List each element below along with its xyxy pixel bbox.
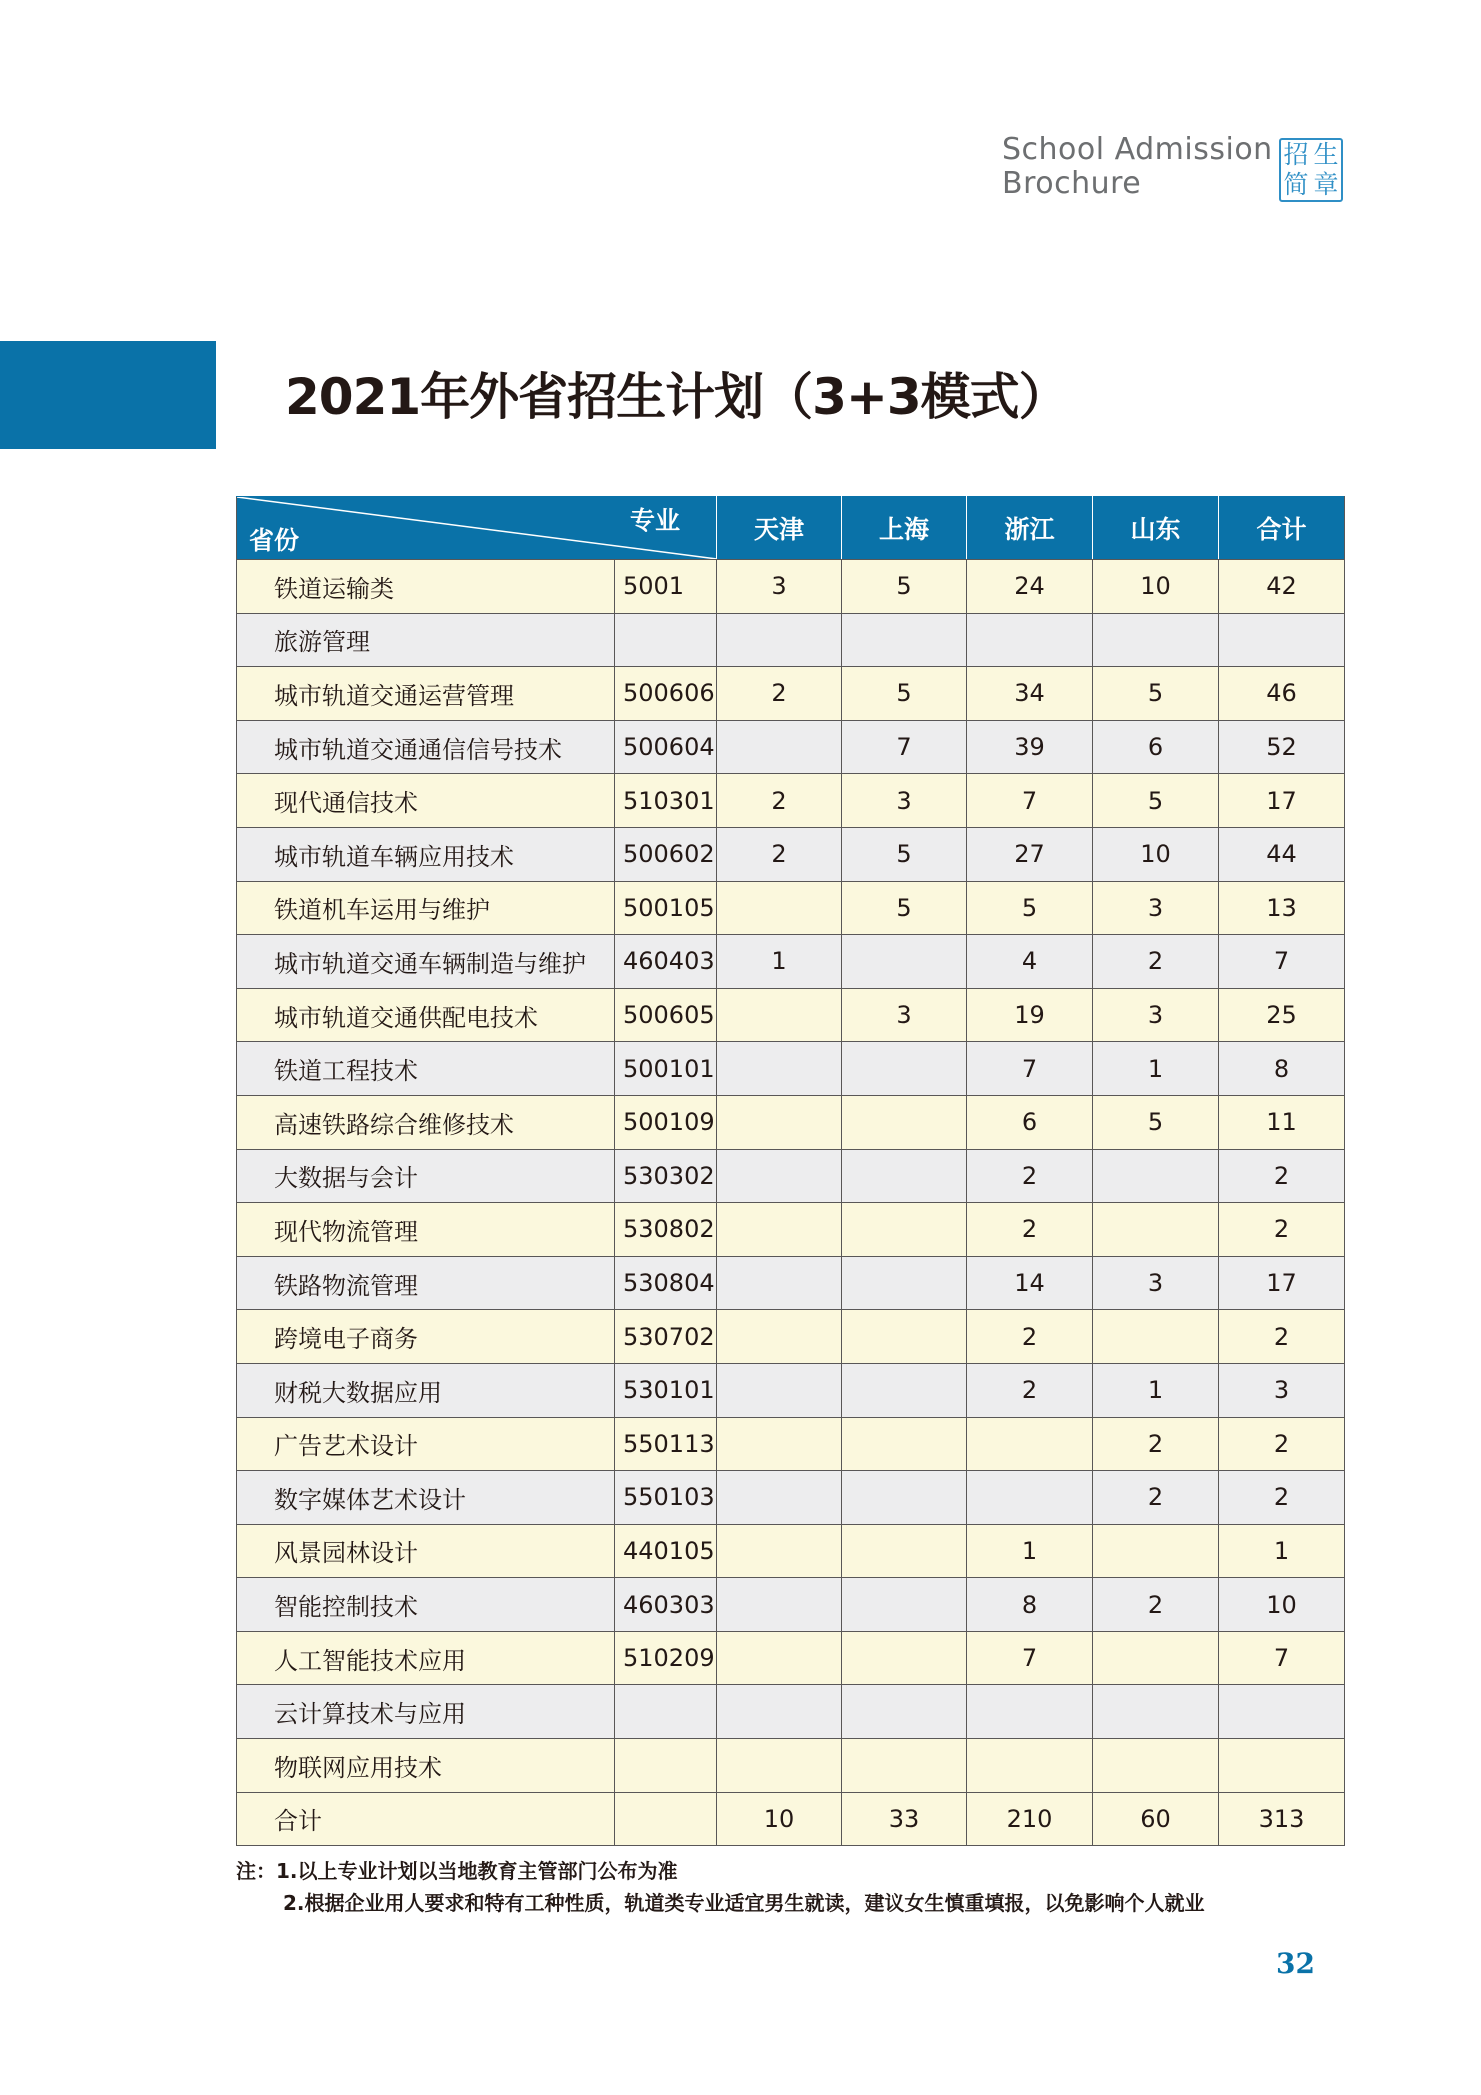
note-line-2: 2.根据企业用人要求和特有工种性质，轨道类专业适宜男生就读，建议女生慎重填报，以免影响个人就业 (283, 1891, 1205, 1915)
cell-shandong (1093, 1631, 1219, 1685)
cell-zhejiang: 8 (967, 1578, 1093, 1632)
cell-zhejiang: 6 (967, 1095, 1093, 1149)
cell-code (615, 1685, 717, 1739)
cell-code (615, 613, 717, 667)
cell-shanghai (842, 613, 967, 667)
cell-total: 52 (1219, 720, 1345, 774)
cell-name: 智能控制技术 (237, 1578, 615, 1632)
cell-tianjin (717, 1363, 842, 1417)
cell-name: 现代通信技术 (237, 774, 615, 828)
cell-tianjin: 10 (717, 1792, 842, 1846)
header-total: 合计 (1219, 497, 1345, 560)
cell-name: 高速铁路综合维修技术 (237, 1095, 615, 1149)
header-zhejiang: 浙江 (967, 497, 1093, 560)
cell-tianjin (717, 1685, 842, 1739)
brand-text (1002, 133, 1273, 201)
cell-shandong: 3 (1093, 988, 1219, 1042)
cell-shandong: 2 (1093, 935, 1219, 989)
cell-zhejiang: 4 (967, 935, 1093, 989)
cell-shanghai (842, 1363, 967, 1417)
cell-tianjin (717, 1042, 842, 1096)
cell-code: 530101 (615, 1363, 717, 1417)
cell-shanghai: 5 (842, 560, 967, 614)
table-header-row (237, 497, 1345, 560)
seal-char-2: 生 (1313, 140, 1339, 169)
cell-code: 530702 (615, 1310, 717, 1364)
cell-tianjin (717, 720, 842, 774)
header-shanghai: 上海 (842, 497, 967, 560)
table-row (237, 1578, 1345, 1632)
cell-shandong: 5 (1093, 774, 1219, 828)
cell-shandong (1093, 1524, 1219, 1578)
diagonal-header-cell (237, 497, 717, 560)
cell-code: 460403 (615, 935, 717, 989)
cell-code: 500101 (615, 1042, 717, 1096)
cell-name: 广告艺术设计 (237, 1417, 615, 1471)
cell-name: 跨境电子商务 (237, 1310, 615, 1364)
header-major-label: 专业 (629, 506, 680, 535)
table-row (237, 1095, 1345, 1149)
cell-tianjin (717, 1631, 842, 1685)
cell-name: 财税大数据应用 (237, 1363, 615, 1417)
cell-zhejiang: 24 (967, 560, 1093, 614)
cell-name: 数字媒体艺术设计 (237, 1471, 615, 1525)
table-row (237, 1203, 1345, 1257)
brand-line-1: School Admission (1002, 132, 1273, 167)
cell-total: 8 (1219, 1042, 1345, 1096)
cell-code: 500105 (615, 881, 717, 935)
cell-tianjin (717, 1471, 842, 1525)
cell-name: 城市轨道车辆应用技术 (237, 827, 615, 881)
table-row (237, 560, 1345, 614)
cell-zhejiang (967, 1685, 1093, 1739)
cell-shandong: 2 (1093, 1417, 1219, 1471)
cell-shandong (1093, 1685, 1219, 1739)
cell-shanghai: 5 (842, 667, 967, 721)
total-row (237, 1792, 1345, 1846)
table-row (237, 1042, 1345, 1096)
cell-shandong (1093, 1739, 1219, 1793)
table-row (237, 613, 1345, 667)
cell-total: 2 (1219, 1149, 1345, 1203)
cell-code: 460303 (615, 1578, 717, 1632)
note-line-1: 注：1.以上专业计划以当地教育主管部门公布为准 (236, 1859, 678, 1883)
cell-total: 2 (1219, 1310, 1345, 1364)
cell-code: 550103 (615, 1471, 717, 1525)
page-title: 2021年外省招生计划（3+3模式） (285, 368, 1068, 426)
cell-code: 500604 (615, 720, 717, 774)
cell-zhejiang: 7 (967, 774, 1093, 828)
cell-name: 铁道工程技术 (237, 1042, 615, 1096)
brand-line-2: Brochure (1002, 166, 1142, 201)
cell-zhejiang: 7 (967, 1042, 1093, 1096)
cell-shanghai (842, 1685, 967, 1739)
cell-name: 城市轨道交通通信信号技术 (237, 720, 615, 774)
cell-tianjin (717, 1578, 842, 1632)
cell-shanghai: 5 (842, 827, 967, 881)
cell-tianjin (717, 1203, 842, 1257)
cell-code: 530302 (615, 1149, 717, 1203)
cell-tianjin: 2 (717, 667, 842, 721)
cell-code: 510301 (615, 774, 717, 828)
cell-zhejiang: 19 (967, 988, 1093, 1042)
cell-name: 城市轨道交通供配电技术 (237, 988, 615, 1042)
notes (236, 1855, 1205, 1919)
cell-shanghai (842, 1471, 967, 1525)
cell-code: 530802 (615, 1203, 717, 1257)
cell-shandong: 5 (1093, 667, 1219, 721)
cell-total (1219, 1739, 1345, 1793)
cell-total: 13 (1219, 881, 1345, 935)
cell-shandong: 2 (1093, 1578, 1219, 1632)
table-row (237, 1685, 1345, 1739)
cell-total: 2 (1219, 1203, 1345, 1257)
header-shandong: 山东 (1093, 497, 1219, 560)
cell-shanghai: 7 (842, 720, 967, 774)
cell-shandong: 5 (1093, 1095, 1219, 1149)
cell-zhejiang: 2 (967, 1149, 1093, 1203)
cell-code (615, 1792, 717, 1846)
cell-tianjin: 1 (717, 935, 842, 989)
cell-name: 大数据与会计 (237, 1149, 615, 1203)
cell-shandong: 1 (1093, 1363, 1219, 1417)
admission-seal-logo (1279, 138, 1343, 202)
cell-name: 城市轨道交通车辆制造与维护 (237, 935, 615, 989)
cell-shandong (1093, 613, 1219, 667)
cell-zhejiang: 5 (967, 881, 1093, 935)
cell-name: 人工智能技术应用 (237, 1631, 615, 1685)
cell-shanghai (842, 1256, 967, 1310)
cell-shandong (1093, 1149, 1219, 1203)
table-row (237, 1310, 1345, 1364)
cell-total: 7 (1219, 1631, 1345, 1685)
table-row (237, 1631, 1345, 1685)
cell-code: 550113 (615, 1417, 717, 1471)
cell-zhejiang: 2 (967, 1203, 1093, 1257)
cell-shanghai (842, 1631, 967, 1685)
cell-shanghai (842, 1739, 967, 1793)
cell-total: 2 (1219, 1471, 1345, 1525)
cell-total (1219, 613, 1345, 667)
table-row (237, 774, 1345, 828)
table-body (237, 560, 1345, 1846)
cell-total: 42 (1219, 560, 1345, 614)
cell-shandong (1093, 1310, 1219, 1364)
cell-zhejiang: 27 (967, 827, 1093, 881)
cell-shanghai: 33 (842, 1792, 967, 1846)
table-row (237, 1417, 1345, 1471)
cell-total (1219, 1685, 1345, 1739)
seal-char-1: 招 (1283, 140, 1309, 169)
cell-name: 合计 (237, 1792, 615, 1846)
cell-zhejiang: 1 (967, 1524, 1093, 1578)
cell-shanghai: 3 (842, 988, 967, 1042)
cell-tianjin (717, 1524, 842, 1578)
cell-shanghai: 5 (842, 881, 967, 935)
cell-tianjin (717, 1095, 842, 1149)
cell-tianjin: 2 (717, 774, 842, 828)
cell-name: 城市轨道交通运营管理 (237, 667, 615, 721)
cell-name: 物联网应用技术 (237, 1739, 615, 1793)
cell-shandong: 3 (1093, 1256, 1219, 1310)
cell-code: 530804 (615, 1256, 717, 1310)
cell-tianjin: 2 (717, 827, 842, 881)
cell-name: 铁道机车运用与维护 (237, 881, 615, 935)
cell-shanghai (842, 1524, 967, 1578)
cell-code (615, 1739, 717, 1793)
cell-zhejiang (967, 1471, 1093, 1525)
cell-name: 云计算技术与应用 (237, 1685, 615, 1739)
cell-total: 44 (1219, 827, 1345, 881)
cell-tianjin (717, 881, 842, 935)
cell-shanghai (842, 1042, 967, 1096)
cell-shanghai (842, 1417, 967, 1471)
cell-shanghai (842, 935, 967, 989)
cell-zhejiang: 2 (967, 1363, 1093, 1417)
cell-total: 3 (1219, 1363, 1345, 1417)
cell-code: 500605 (615, 988, 717, 1042)
header-province-label: 省份 (249, 526, 300, 555)
cell-shanghai (842, 1310, 967, 1364)
cell-zhejiang: 210 (967, 1792, 1093, 1846)
enrollment-plan-table (236, 496, 1345, 1846)
cell-zhejiang (967, 1739, 1093, 1793)
table-row (237, 1739, 1345, 1793)
cell-code: 510209 (615, 1631, 717, 1685)
cell-total: 1 (1219, 1524, 1345, 1578)
cell-shandong: 6 (1093, 720, 1219, 774)
cell-zhejiang (967, 1417, 1093, 1471)
cell-total: 313 (1219, 1792, 1345, 1846)
cell-total: 46 (1219, 667, 1345, 721)
cell-code: 500109 (615, 1095, 717, 1149)
cell-name: 风景园林设计 (237, 1524, 615, 1578)
side-accent-block (0, 341, 216, 449)
cell-code: 500606 (615, 667, 717, 721)
cell-shandong: 3 (1093, 881, 1219, 935)
cell-total: 17 (1219, 1256, 1345, 1310)
cell-shandong: 10 (1093, 827, 1219, 881)
cell-tianjin (717, 1149, 842, 1203)
cell-total: 25 (1219, 988, 1345, 1042)
cell-shanghai (842, 1578, 967, 1632)
cell-tianjin (717, 613, 842, 667)
cell-shandong: 10 (1093, 560, 1219, 614)
table-row (237, 1256, 1345, 1310)
cell-total: 11 (1219, 1095, 1345, 1149)
cell-zhejiang: 2 (967, 1310, 1093, 1364)
cell-code: 440105 (615, 1524, 717, 1578)
table-row (237, 1524, 1345, 1578)
cell-total: 10 (1219, 1578, 1345, 1632)
table-row (237, 1149, 1345, 1203)
cell-name: 现代物流管理 (237, 1203, 615, 1257)
table-row (237, 881, 1345, 935)
cell-code: 5001 (615, 560, 717, 614)
cell-tianjin: 3 (717, 560, 842, 614)
table-row (237, 935, 1345, 989)
cell-total: 7 (1219, 935, 1345, 989)
cell-total: 2 (1219, 1417, 1345, 1471)
cell-shandong (1093, 1203, 1219, 1257)
cell-shandong: 2 (1093, 1471, 1219, 1525)
cell-shanghai: 3 (842, 774, 967, 828)
seal-char-4: 章 (1313, 170, 1339, 199)
cell-shanghai (842, 1149, 967, 1203)
cell-name: 旅游管理 (237, 613, 615, 667)
cell-tianjin (717, 1310, 842, 1364)
table-row (237, 667, 1345, 721)
table-row (237, 827, 1345, 881)
cell-shandong: 1 (1093, 1042, 1219, 1096)
cell-name: 铁道运输类 (237, 560, 615, 614)
cell-tianjin (717, 988, 842, 1042)
cell-name: 铁路物流管理 (237, 1256, 615, 1310)
table-row (237, 988, 1345, 1042)
cell-zhejiang: 39 (967, 720, 1093, 774)
seal-char-3: 简 (1283, 170, 1309, 199)
cell-tianjin (717, 1739, 842, 1793)
header-tianjin: 天津 (717, 497, 842, 560)
page-number: 32 (1276, 1947, 1315, 1980)
cell-zhejiang: 14 (967, 1256, 1093, 1310)
cell-shanghai (842, 1095, 967, 1149)
cell-tianjin (717, 1256, 842, 1310)
cell-zhejiang: 7 (967, 1631, 1093, 1685)
table-row (237, 720, 1345, 774)
cell-zhejiang: 34 (967, 667, 1093, 721)
cell-shanghai (842, 1203, 967, 1257)
cell-code: 500602 (615, 827, 717, 881)
table-row (237, 1471, 1345, 1525)
cell-shandong: 60 (1093, 1792, 1219, 1846)
cell-zhejiang (967, 613, 1093, 667)
cell-total: 17 (1219, 774, 1345, 828)
cell-tianjin (717, 1417, 842, 1471)
table-row (237, 1363, 1345, 1417)
